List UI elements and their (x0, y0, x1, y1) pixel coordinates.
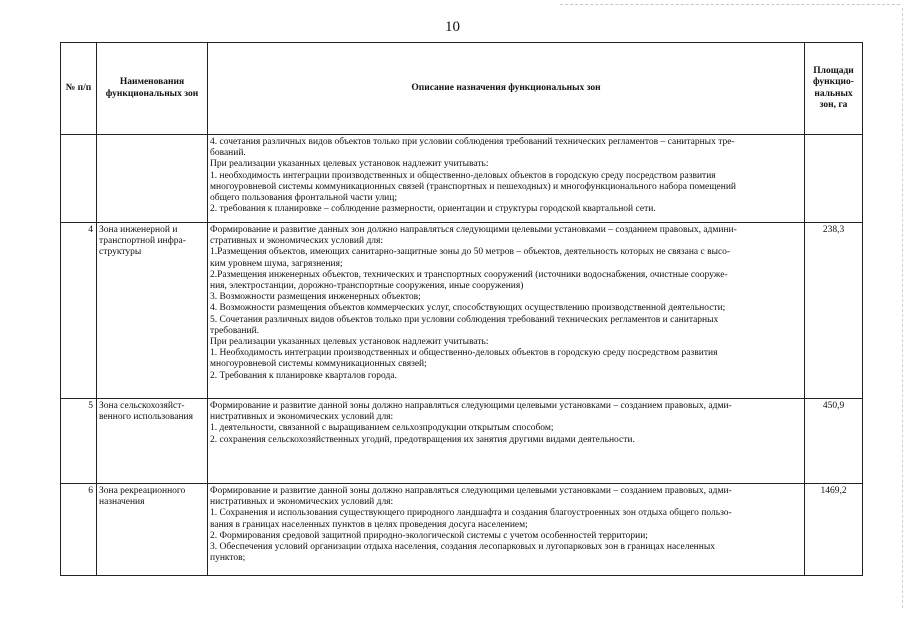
zone-description (208, 399, 805, 484)
description-line: 3. Возможности размещения инженерных объектов; (210, 292, 421, 303)
header-name: Наименования функциональных зон (97, 43, 208, 135)
description-line: 2. требования к планировке – соблюдение размерности, ориентации и структуры городской квартальной сети. (210, 204, 656, 215)
description-line: 1. необходимость интеграции производственных и общественно-деловых объектов в городскую среду посредством развития (210, 170, 716, 181)
table-row (61, 135, 863, 223)
row-number: 4 (61, 223, 97, 399)
description-line: общего пользования фронтальной части улиц; (210, 193, 397, 204)
zone-name (97, 135, 208, 223)
table-row (61, 399, 863, 484)
description-line: При реализации указанных целевых установок надлежит учитывать: (210, 159, 489, 170)
zone-name: Зона сельскохозяйст-венного использования (97, 399, 208, 484)
description-line: 2. Требования к планировке кварталов города. (210, 370, 397, 381)
description-line: 1. деятельности, связанной с выращиванием сельхозпродукции открытым способом; (210, 423, 554, 434)
zone-area (805, 135, 863, 223)
zone-name: Зона рекреационного назначения (97, 484, 208, 576)
functional-zones-table (60, 42, 863, 576)
header-area: Площади функцио-нальных зон, га (805, 43, 863, 135)
description-line: стративных и экономических условий для: (210, 236, 384, 247)
row-number (61, 135, 97, 223)
description-line: 2. Формирования средовой защитной природно-экологической системы с учетом особенностей территории; (210, 530, 648, 541)
header-desc: Описание назначения функциональных зон (208, 43, 805, 135)
description-line: вания в границах населенных пунктов в целях проведения досуга населением; (210, 519, 528, 530)
description-line: 1.Размещения объектов, имеющих санитарно-защитные зоны до 50 метров – объектов, деятельность которых не связана с высо- (210, 247, 731, 258)
table-row (61, 223, 863, 399)
zone-description (208, 223, 805, 399)
description-line: 2.Размещения инженерных объектов, технических и транспортных сооружений (источники водоснабжения, очистные сооруже- (210, 269, 728, 280)
description-line: Формирование и развитие данной зоны должно направляться следующими целевыми установками – созданием правовых, адми- (210, 486, 732, 496)
scan-edge-right (902, 8, 903, 608)
description-line: Формирование и развитие данных зон должно направляться следующими целевыми установками – созданием правовых, админи- (210, 225, 737, 235)
table-row (61, 484, 863, 576)
description-line: нистративных и экономических условий для: (210, 497, 394, 508)
description-line: 1. Необходимость интеграции производственных и общественно-деловых объектов в городскую среду посредством развития (210, 348, 718, 359)
description-line: ния, электростанции, дорожно-транспортные сооружения, иные сооружения) (210, 281, 524, 292)
description-line: многоуровневой системы коммуникационных связей (транспортных и пешеходных) и многофункционального набора помещений (210, 181, 737, 192)
description-line: бований. (210, 148, 246, 159)
description-line: 4. Возможности размещения объектов коммерческих услуг, способствующих осуществлению производственной деятельности; (210, 303, 726, 314)
zone-area: 1469,2 (805, 484, 863, 576)
scan-edge-top (560, 4, 900, 5)
zone-area: 450,9 (805, 399, 863, 484)
zone-description (208, 135, 805, 223)
description-line: ким уровнем шума, загрязнения; (210, 258, 343, 269)
description-line: нистративных и экономических условий для: (210, 412, 394, 423)
zone-area: 238,3 (805, 223, 863, 399)
description-line: многоуровневой системы коммуникационных связей; (210, 359, 427, 370)
description-line: пунктов; (210, 553, 246, 564)
description-line: Формирование и развитие данной зоны должно направляться следующими целевыми установками – созданием правовых, адми- (210, 401, 732, 411)
row-number: 6 (61, 484, 97, 576)
description-line: 4. сочетания различных видов объектов только при условии соблюдения требований технических регламентов – санитарных тре- (210, 137, 735, 147)
header-num: № п/п (61, 43, 97, 135)
table-header-row (61, 43, 863, 135)
page-number: 10 (445, 19, 460, 35)
description-line: 1. Сохранения и использования существующего природного ландшафта и создания благоустроенных зон отдыха общего пользо- (210, 508, 732, 519)
zone-description (208, 484, 805, 576)
zone-name: Зона инженерной и транспортной инфра-структуры (97, 223, 208, 399)
row-number: 5 (61, 399, 97, 484)
description-line: При реализации указанных целевых установок надлежит учитывать: (210, 337, 489, 348)
description-line: 2. сохранения сельскохозяйственных угодий, предотвращения их занятия другими видами деятельности. (210, 434, 635, 445)
description-line: требований. (210, 325, 260, 336)
description-line: 5. Сочетания различных видов объектов только при условии соблюдения требований технических регламентов и санитарных (210, 314, 719, 325)
description-line: 3. Обеспечения условий организации отдыха населения, создания лесопарковых и лугопарковых зон в границах населенных (210, 542, 715, 553)
